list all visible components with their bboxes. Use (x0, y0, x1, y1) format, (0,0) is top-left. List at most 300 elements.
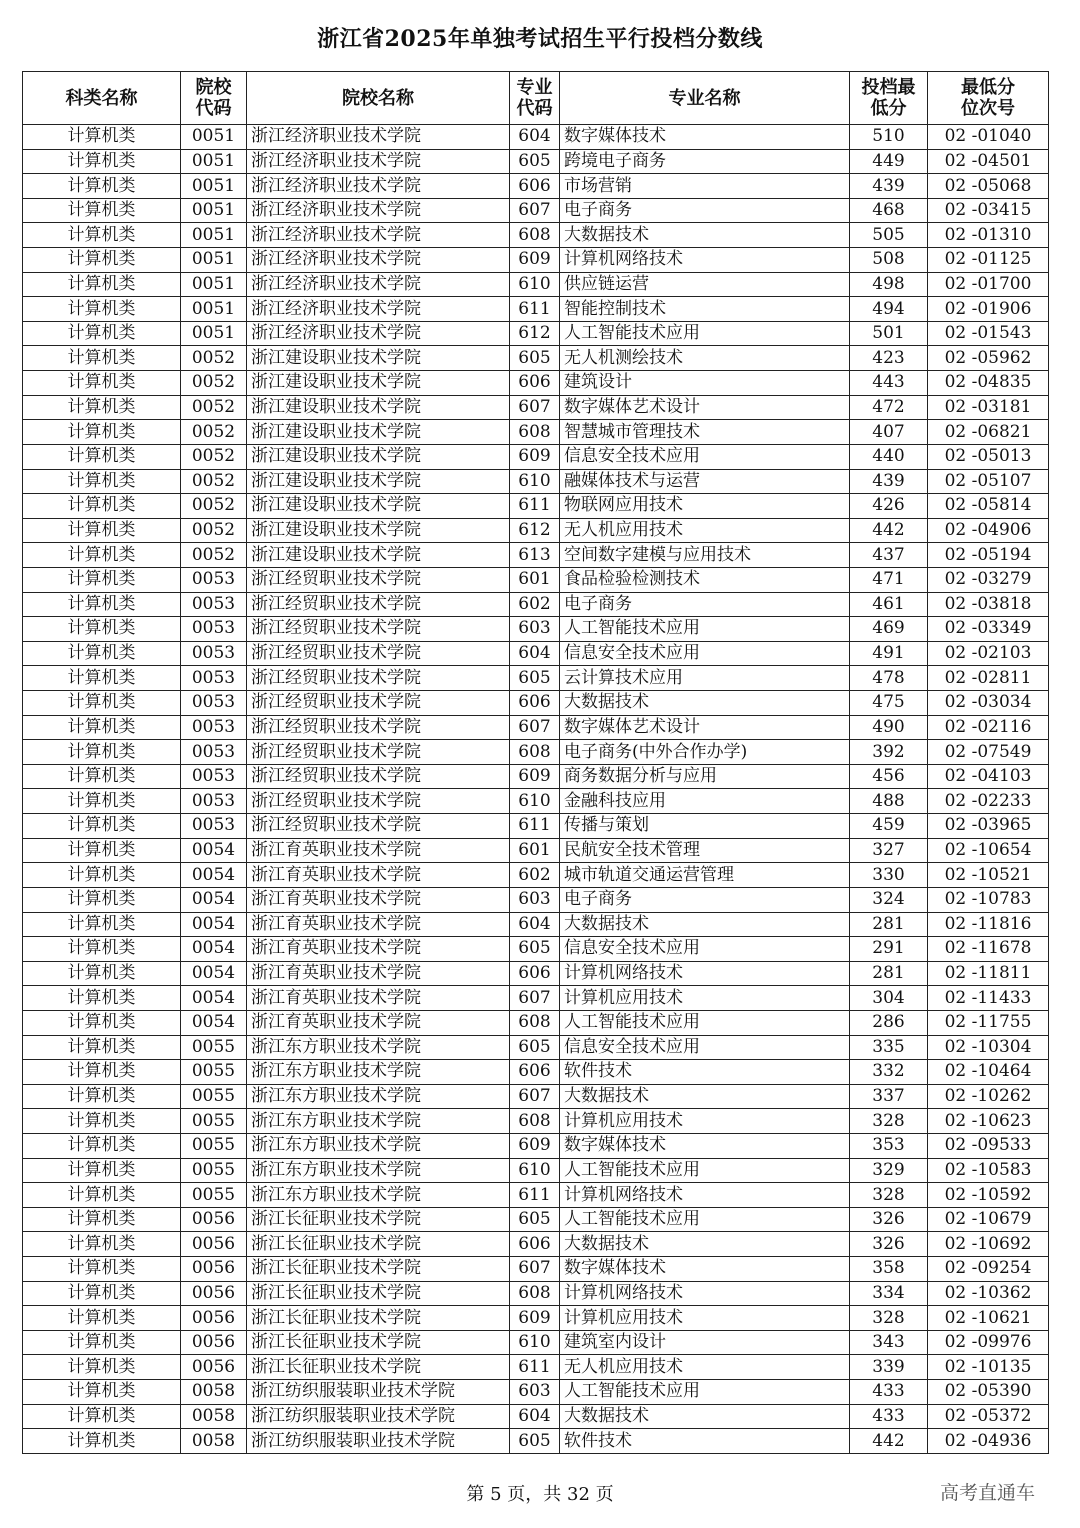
cell-major-name: 人工智能技术应用 (560, 321, 850, 346)
cell-major-name: 智能控制技术 (560, 297, 850, 322)
cell-school-code: 0055 (181, 1133, 247, 1158)
cell-school-name: 浙江建设职业技术学院 (247, 420, 510, 445)
cell-min-rank: 02 -10262 (928, 1084, 1049, 1109)
cell-school-name: 浙江经济职业技术学院 (247, 297, 510, 322)
table-header-row (23, 72, 1049, 125)
cell-major-name: 建筑设计 (560, 371, 850, 396)
cell-school-name: 浙江育英职业技术学院 (247, 961, 510, 986)
table-row (23, 248, 1049, 273)
cell-school-name: 浙江建设职业技术学院 (247, 346, 510, 371)
cell-min-score: 468 (850, 198, 928, 223)
cell-min-score: 501 (850, 321, 928, 346)
table-row (23, 814, 1049, 839)
cell-major-code: 606 (510, 1232, 560, 1257)
cell-school-code: 0052 (181, 494, 247, 519)
table-row (23, 297, 1049, 322)
cell-min-score: 472 (850, 395, 928, 420)
cell-category: 计算机类 (23, 764, 181, 789)
cell-school-name: 浙江经济职业技术学院 (247, 272, 510, 297)
cell-min-score: 449 (850, 149, 928, 174)
cell-major-name: 人工智能技术应用 (560, 1158, 850, 1183)
cell-major-name: 人工智能技术应用 (560, 1207, 850, 1232)
cell-major-code: 606 (510, 174, 560, 199)
cell-category: 计算机类 (23, 641, 181, 666)
cell-min-rank: 02 -05194 (928, 543, 1049, 568)
cell-min-rank: 02 -03034 (928, 691, 1049, 716)
cell-school-name: 浙江东方职业技术学院 (247, 1035, 510, 1060)
cell-school-name: 浙江建设职业技术学院 (247, 518, 510, 543)
cell-school-code: 0056 (181, 1330, 247, 1355)
cell-major-name: 软件技术 (560, 1429, 850, 1454)
cell-school-name: 浙江经济职业技术学院 (247, 223, 510, 248)
cell-major-name: 数字媒体技术 (560, 125, 850, 150)
cell-min-rank: 02 -10362 (928, 1281, 1049, 1306)
cell-min-rank: 02 -10135 (928, 1355, 1049, 1380)
table-row (23, 1158, 1049, 1183)
cell-min-rank: 02 -02811 (928, 666, 1049, 691)
cell-major-code: 606 (510, 1060, 560, 1085)
cell-school-code: 0056 (181, 1306, 247, 1331)
cell-min-score: 478 (850, 666, 928, 691)
cell-school-code: 0053 (181, 567, 247, 592)
cell-school-name: 浙江经济职业技术学院 (247, 321, 510, 346)
cell-major-code: 611 (510, 814, 560, 839)
cell-school-name: 浙江长征职业技术学院 (247, 1281, 510, 1306)
cell-school-name: 浙江经贸职业技术学院 (247, 666, 510, 691)
cell-category: 计算机类 (23, 125, 181, 150)
table-row (23, 1380, 1049, 1405)
cell-school-code: 0053 (181, 814, 247, 839)
cell-min-rank: 02 -03349 (928, 617, 1049, 642)
cell-major-name: 计算机网络技术 (560, 1183, 850, 1208)
table-row (23, 764, 1049, 789)
cell-school-code: 0052 (181, 420, 247, 445)
cell-major-name: 无人机应用技术 (560, 518, 850, 543)
cell-major-code: 608 (510, 420, 560, 445)
cell-min-rank: 02 -04103 (928, 764, 1049, 789)
cell-school-code: 0054 (181, 912, 247, 937)
header-major-name: 专业名称 (560, 72, 850, 125)
cell-major-name: 无人机测绘技术 (560, 346, 850, 371)
cell-major-code: 603 (510, 1380, 560, 1405)
table-row (23, 420, 1049, 445)
cell-category: 计算机类 (23, 1158, 181, 1183)
header-major-code: 专业代码 (510, 72, 560, 125)
cell-min-score: 328 (850, 1183, 928, 1208)
cell-min-rank: 02 -02103 (928, 641, 1049, 666)
cell-category: 计算机类 (23, 1330, 181, 1355)
table-row (23, 395, 1049, 420)
cell-major-name: 商务数据分析与应用 (560, 764, 850, 789)
table-row (23, 1060, 1049, 1085)
cell-min-score: 328 (850, 1109, 928, 1134)
cell-min-rank: 02 -03181 (928, 395, 1049, 420)
cell-major-name: 数字媒体技术 (560, 1133, 850, 1158)
cell-major-code: 612 (510, 321, 560, 346)
cell-min-score: 286 (850, 1010, 928, 1035)
cell-min-score: 510 (850, 125, 928, 150)
cell-school-name: 浙江经济职业技术学院 (247, 174, 510, 199)
cell-major-code: 610 (510, 469, 560, 494)
cell-school-code: 0052 (181, 518, 247, 543)
cell-major-code: 612 (510, 518, 560, 543)
cell-category: 计算机类 (23, 1133, 181, 1158)
cell-school-name: 浙江育英职业技术学院 (247, 838, 510, 863)
header-min-rank: 最低分位次号 (928, 72, 1049, 125)
cell-min-score: 328 (850, 1306, 928, 1331)
cell-min-rank: 02 -04835 (928, 371, 1049, 396)
cell-min-rank: 02 -11678 (928, 937, 1049, 962)
cell-min-rank: 02 -10623 (928, 1109, 1049, 1134)
cell-major-code: 608 (510, 740, 560, 765)
cell-major-name: 大数据技术 (560, 691, 850, 716)
cell-min-rank: 02 -05390 (928, 1380, 1049, 1405)
header-min-score: 投档最低分 (850, 72, 928, 125)
cell-school-name: 浙江育英职业技术学院 (247, 937, 510, 962)
cell-school-name: 浙江经贸职业技术学院 (247, 764, 510, 789)
cell-min-rank: 02 -09533 (928, 1133, 1049, 1158)
cell-school-code: 0056 (181, 1257, 247, 1282)
table-row (23, 1133, 1049, 1158)
cell-min-rank: 02 -02233 (928, 789, 1049, 814)
table-row (23, 1010, 1049, 1035)
cell-min-rank: 02 -09254 (928, 1257, 1049, 1282)
cell-min-score: 437 (850, 543, 928, 568)
cell-school-code: 0053 (181, 666, 247, 691)
cell-major-code: 609 (510, 764, 560, 789)
cell-category: 计算机类 (23, 617, 181, 642)
cell-min-score: 459 (850, 814, 928, 839)
cell-min-rank: 02 -05068 (928, 174, 1049, 199)
table-row (23, 937, 1049, 962)
page-footer: 第 5 页，共 32 页 (466, 1484, 614, 1505)
cell-min-score: 407 (850, 420, 928, 445)
cell-major-code: 608 (510, 223, 560, 248)
cell-min-score: 442 (850, 1429, 928, 1454)
cell-category: 计算机类 (23, 149, 181, 174)
cell-major-code: 605 (510, 1207, 560, 1232)
cell-school-name: 浙江经贸职业技术学院 (247, 789, 510, 814)
cell-min-rank: 02 -01543 (928, 321, 1049, 346)
table-row (23, 543, 1049, 568)
cell-school-code: 0051 (181, 174, 247, 199)
table-row (23, 346, 1049, 371)
cell-min-score: 329 (850, 1158, 928, 1183)
cell-min-rank: 02 -04906 (928, 518, 1049, 543)
cell-major-name: 传播与策划 (560, 814, 850, 839)
cell-school-code: 0053 (181, 764, 247, 789)
cell-category: 计算机类 (23, 1232, 181, 1257)
cell-min-rank: 02 -02116 (928, 715, 1049, 740)
table-row (23, 838, 1049, 863)
cell-min-rank: 02 -01310 (928, 223, 1049, 248)
cell-major-name: 大数据技术 (560, 912, 850, 937)
cell-major-code: 607 (510, 1084, 560, 1109)
cell-min-rank: 02 -11433 (928, 986, 1049, 1011)
cell-category: 计算机类 (23, 444, 181, 469)
cell-school-name: 浙江建设职业技术学院 (247, 494, 510, 519)
cell-major-code: 604 (510, 641, 560, 666)
cell-school-name: 浙江经济职业技术学院 (247, 149, 510, 174)
cell-school-code: 0056 (181, 1355, 247, 1380)
cell-school-name: 浙江育英职业技术学院 (247, 1010, 510, 1035)
cell-category: 计算机类 (23, 715, 181, 740)
cell-major-name: 无人机应用技术 (560, 1355, 850, 1380)
cell-major-name: 数字媒体技术 (560, 1257, 850, 1282)
cell-min-rank: 02 -03818 (928, 592, 1049, 617)
cell-major-name: 计算机网络技术 (560, 1281, 850, 1306)
cell-major-name: 电子商务 (560, 592, 850, 617)
cell-category: 计算机类 (23, 1404, 181, 1429)
cell-school-code: 0051 (181, 248, 247, 273)
cell-min-score: 337 (850, 1084, 928, 1109)
cell-min-rank: 02 -03965 (928, 814, 1049, 839)
cell-min-score: 335 (850, 1035, 928, 1060)
cell-school-name: 浙江建设职业技术学院 (247, 371, 510, 396)
cell-school-code: 0056 (181, 1232, 247, 1257)
cell-category: 计算机类 (23, 543, 181, 568)
cell-school-code: 0058 (181, 1429, 247, 1454)
cell-major-code: 607 (510, 986, 560, 1011)
cell-school-code: 0055 (181, 1035, 247, 1060)
cell-category: 计算机类 (23, 1109, 181, 1134)
cell-school-name: 浙江长征职业技术学院 (247, 1306, 510, 1331)
table-row (23, 1429, 1049, 1454)
cell-school-name: 浙江经贸职业技术学院 (247, 814, 510, 839)
cell-min-rank: 02 -04501 (928, 149, 1049, 174)
cell-min-rank: 02 -10592 (928, 1183, 1049, 1208)
cell-major-name: 电子商务 (560, 198, 850, 223)
score-table (22, 71, 1049, 1454)
cell-school-name: 浙江长征职业技术学院 (247, 1330, 510, 1355)
table-row (23, 1355, 1049, 1380)
cell-major-name: 计算机应用技术 (560, 986, 850, 1011)
cell-category: 计算机类 (23, 1183, 181, 1208)
cell-min-rank: 02 -01906 (928, 297, 1049, 322)
cell-category: 计算机类 (23, 1429, 181, 1454)
cell-school-code: 0054 (181, 937, 247, 962)
cell-category: 计算机类 (23, 1355, 181, 1380)
cell-school-code: 0058 (181, 1380, 247, 1405)
cell-school-code: 0054 (181, 1010, 247, 1035)
cell-school-name: 浙江建设职业技术学院 (247, 469, 510, 494)
cell-category: 计算机类 (23, 1380, 181, 1405)
cell-category: 计算机类 (23, 198, 181, 223)
cell-min-score: 461 (850, 592, 928, 617)
cell-major-name: 人工智能技术应用 (560, 617, 850, 642)
cell-major-name: 大数据技术 (560, 1084, 850, 1109)
cell-school-code: 0052 (181, 469, 247, 494)
cell-major-name: 计算机网络技术 (560, 248, 850, 273)
cell-min-rank: 02 -10783 (928, 887, 1049, 912)
cell-category: 计算机类 (23, 1257, 181, 1282)
cell-min-score: 392 (850, 740, 928, 765)
cell-major-code: 611 (510, 1183, 560, 1208)
cell-min-score: 494 (850, 297, 928, 322)
cell-min-rank: 02 -10621 (928, 1306, 1049, 1331)
cell-school-code: 0058 (181, 1404, 247, 1429)
cell-min-score: 324 (850, 887, 928, 912)
cell-major-code: 609 (510, 1306, 560, 1331)
cell-school-code: 0055 (181, 1109, 247, 1134)
cell-major-code: 610 (510, 1330, 560, 1355)
cell-min-score: 439 (850, 174, 928, 199)
cell-major-code: 607 (510, 395, 560, 420)
cell-major-code: 604 (510, 125, 560, 150)
cell-min-score: 440 (850, 444, 928, 469)
table-row (23, 1281, 1049, 1306)
cell-category: 计算机类 (23, 518, 181, 543)
cell-min-rank: 02 -11811 (928, 961, 1049, 986)
cell-min-score: 505 (850, 223, 928, 248)
table-row (23, 1232, 1049, 1257)
cell-major-name: 物联网应用技术 (560, 494, 850, 519)
cell-min-score: 343 (850, 1330, 928, 1355)
cell-min-score: 443 (850, 371, 928, 396)
cell-major-name: 食品检验检测技术 (560, 567, 850, 592)
cell-category: 计算机类 (23, 272, 181, 297)
cell-school-name: 浙江长征职业技术学院 (247, 1232, 510, 1257)
table-row (23, 715, 1049, 740)
cell-min-rank: 02 -10679 (928, 1207, 1049, 1232)
cell-major-code: 605 (510, 666, 560, 691)
watermark-label: 高考直通车 (940, 1482, 1036, 1504)
table-row (23, 272, 1049, 297)
cell-school-name: 浙江纺织服装职业技术学院 (247, 1380, 510, 1405)
cell-major-code: 607 (510, 198, 560, 223)
table-row (23, 961, 1049, 986)
cell-school-code: 0051 (181, 321, 247, 346)
cell-min-rank: 02 -04936 (928, 1429, 1049, 1454)
cell-min-rank: 02 -03279 (928, 567, 1049, 592)
cell-min-rank: 02 -05013 (928, 444, 1049, 469)
page-title: 浙江省2025年单独考试招生平行投档分数线 (317, 26, 763, 52)
cell-min-rank: 02 -01125 (928, 248, 1049, 273)
cell-major-code: 606 (510, 371, 560, 396)
cell-min-score: 334 (850, 1281, 928, 1306)
cell-major-name: 大数据技术 (560, 1232, 850, 1257)
cell-school-code: 0052 (181, 395, 247, 420)
cell-school-name: 浙江东方职业技术学院 (247, 1109, 510, 1134)
cell-min-rank: 02 -10692 (928, 1232, 1049, 1257)
cell-category: 计算机类 (23, 1035, 181, 1060)
cell-min-rank: 02 -05814 (928, 494, 1049, 519)
header-category: 科类名称 (23, 72, 181, 125)
cell-school-name: 浙江育英职业技术学院 (247, 887, 510, 912)
cell-major-name: 信息安全技术应用 (560, 1035, 850, 1060)
cell-school-code: 0053 (181, 592, 247, 617)
cell-major-name: 计算机网络技术 (560, 961, 850, 986)
cell-major-name: 供应链运营 (560, 272, 850, 297)
table-row (23, 1330, 1049, 1355)
cell-min-score: 471 (850, 567, 928, 592)
cell-school-code: 0055 (181, 1158, 247, 1183)
cell-category: 计算机类 (23, 346, 181, 371)
cell-school-code: 0051 (181, 149, 247, 174)
cell-major-code: 611 (510, 1355, 560, 1380)
cell-major-code: 609 (510, 1133, 560, 1158)
table-row (23, 1306, 1049, 1331)
cell-category: 计算机类 (23, 494, 181, 519)
cell-major-code: 606 (510, 691, 560, 716)
cell-major-name: 电子商务(中外合作办学) (560, 740, 850, 765)
cell-min-score: 469 (850, 617, 928, 642)
cell-school-code: 0055 (181, 1060, 247, 1085)
cell-min-rank: 02 -09976 (928, 1330, 1049, 1355)
cell-category: 计算机类 (23, 567, 181, 592)
cell-school-name: 浙江长征职业技术学院 (247, 1355, 510, 1380)
cell-school-code: 0053 (181, 715, 247, 740)
table-row (23, 371, 1049, 396)
cell-min-score: 508 (850, 248, 928, 273)
cell-category: 计算机类 (23, 937, 181, 962)
cell-major-name: 空间数字建模与应用技术 (560, 543, 850, 568)
table-row (23, 1207, 1049, 1232)
cell-category: 计算机类 (23, 838, 181, 863)
cell-category: 计算机类 (23, 371, 181, 396)
cell-category: 计算机类 (23, 814, 181, 839)
cell-school-name: 浙江经贸职业技术学院 (247, 617, 510, 642)
cell-major-name: 计算机应用技术 (560, 1306, 850, 1331)
cell-school-name: 浙江经济职业技术学院 (247, 125, 510, 150)
cell-major-code: 609 (510, 444, 560, 469)
cell-school-name: 浙江经贸职业技术学院 (247, 691, 510, 716)
cell-school-code: 0054 (181, 838, 247, 863)
cell-school-code: 0051 (181, 125, 247, 150)
cell-school-name: 浙江经济职业技术学院 (247, 248, 510, 273)
cell-major-code: 608 (510, 1010, 560, 1035)
header-school-code: 院校代码 (181, 72, 247, 125)
cell-category: 计算机类 (23, 740, 181, 765)
cell-major-code: 610 (510, 789, 560, 814)
cell-category: 计算机类 (23, 789, 181, 814)
cell-min-score: 291 (850, 937, 928, 962)
cell-min-score: 327 (850, 838, 928, 863)
table-row (23, 518, 1049, 543)
cell-school-code: 0053 (181, 691, 247, 716)
cell-category: 计算机类 (23, 592, 181, 617)
cell-school-code: 0053 (181, 641, 247, 666)
cell-major-code: 605 (510, 346, 560, 371)
cell-min-score: 304 (850, 986, 928, 1011)
cell-category: 计算机类 (23, 297, 181, 322)
cell-major-code: 609 (510, 248, 560, 273)
cell-category: 计算机类 (23, 1060, 181, 1085)
cell-school-name: 浙江东方职业技术学院 (247, 1133, 510, 1158)
cell-school-name: 浙江育英职业技术学院 (247, 863, 510, 888)
table-row (23, 863, 1049, 888)
header-school-name: 院校名称 (247, 72, 510, 125)
table-row (23, 740, 1049, 765)
cell-major-name: 信息安全技术应用 (560, 937, 850, 962)
cell-min-rank: 02 -05372 (928, 1404, 1049, 1429)
cell-major-code: 611 (510, 297, 560, 322)
cell-major-name: 信息安全技术应用 (560, 444, 850, 469)
cell-category: 计算机类 (23, 469, 181, 494)
cell-major-code: 611 (510, 494, 560, 519)
cell-min-rank: 02 -10583 (928, 1158, 1049, 1183)
table-row (23, 617, 1049, 642)
cell-min-score: 326 (850, 1232, 928, 1257)
table-row (23, 125, 1049, 150)
cell-major-code: 603 (510, 887, 560, 912)
cell-major-code: 608 (510, 1281, 560, 1306)
cell-major-code: 604 (510, 912, 560, 937)
table-row (23, 789, 1049, 814)
cell-category: 计算机类 (23, 174, 181, 199)
cell-major-name: 融媒体技术与运营 (560, 469, 850, 494)
cell-major-name: 人工智能技术应用 (560, 1010, 850, 1035)
